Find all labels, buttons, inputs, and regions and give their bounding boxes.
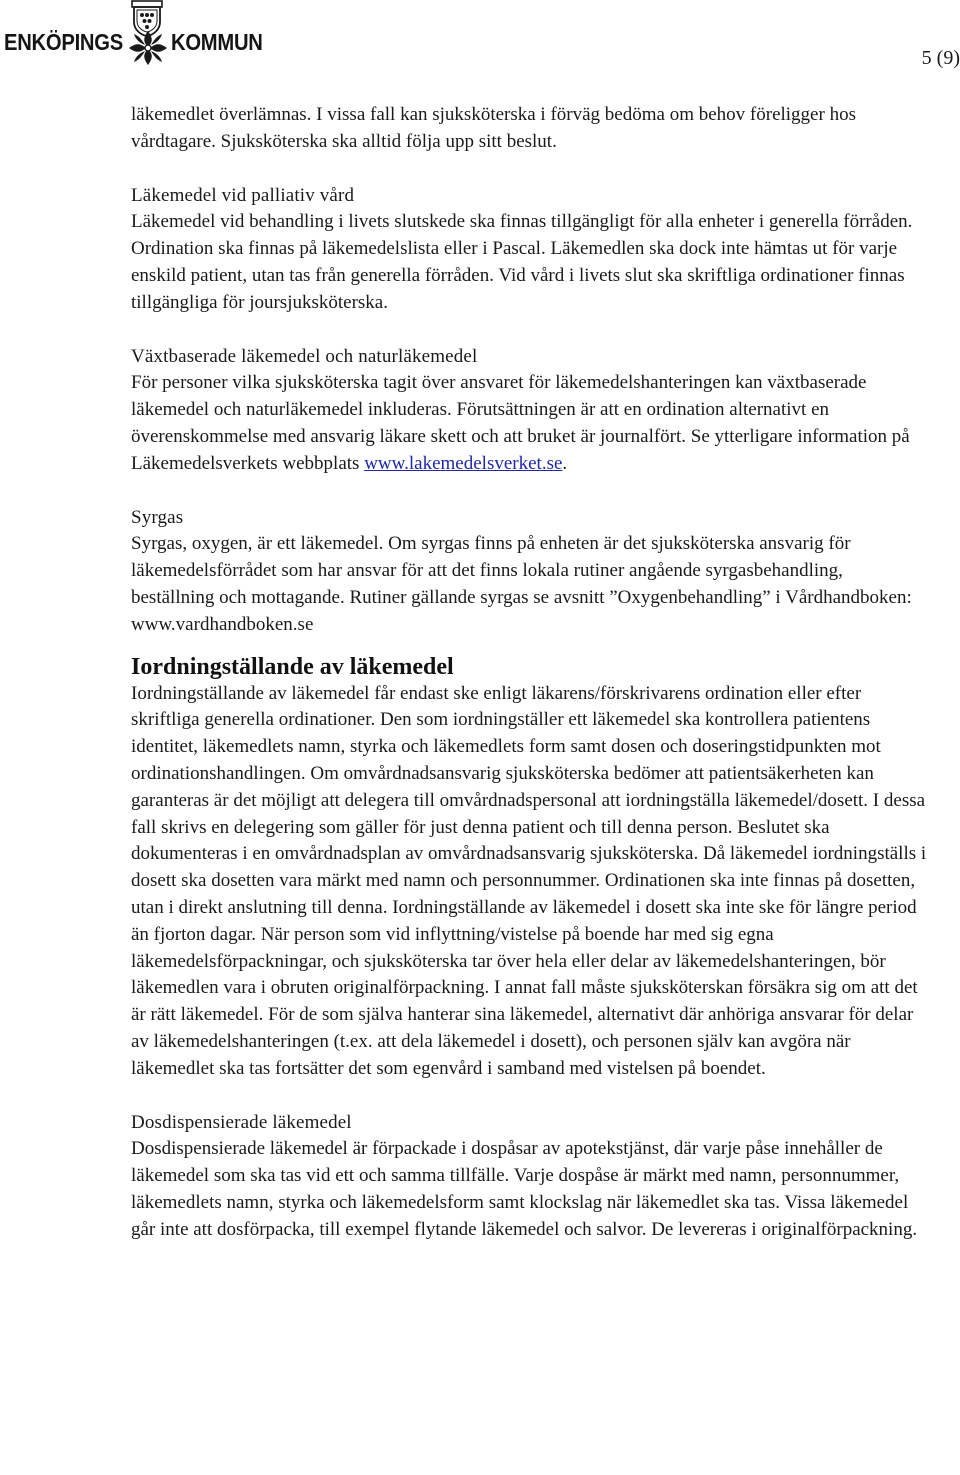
iordning-paragraph: Iordningställande av läkemedel får endast ske enligt läkarens/förskrivarens ordination eller efter skriftliga generella ordinationer. Den som iordningställer ett läkemedel ska kontrollera patientens identitet, läkemedlets namn, styrka och läkemedlets form samt dosen och doseringstidpunkten mot ordinationshandlingen. Om omvårdnadsansvarig sjuksköterska bedömer att patientsäkerheten kan garanteras är det möjligt att delegera till omvårdnadspersonal att iordningställa läkemedel/dosett. I dessa fall skrivs en delegering som gäller för just denna patient och till denna person. Beslutet ska dokumenteras i en omvårdnadsplan av omvårdnadsansvarig sjuksköterska. Då läkemedel iordningställs i dosett ska dosetten vara märkt med namn och personnummer. Ordinationen ska inte finnas på dosetten, utan i direkt anslutning till denna. Iordningställande av läkemedel i dosett ska inte ske för längre period än fjorton dagar. När person som vid inflyttning/vistelse på boende har med sig egna läkemedelsförpackningar, och sjuksköterska tar över hela eller delar av läkemedelshanteringen, bör läkemedlen vara i obruten originalförpackning. I annat fall måste sjuksköterskan försäkra sig om att det är rätt läkemedel. För de som själva hanterar sina läkemedel, alternativt där anhöriga ansvarar för delar av läkemedelshanteringen (t.ex. att dela läkemedel i dosett), och personen själv kan avgöra när läkemedlet ska tas fortsätter det som egenvård i samband med vistelsen på boendet. (131, 682, 927, 1079)
palliativ-heading: Läkemedel vid palliativ vård (131, 184, 355, 206)
lakemedelsverket-link[interactable]: www.lakemedelsverket.se (364, 452, 563, 474)
palliativ-paragraph: Läkemedel vid behandling i livets slutskede ska finnas tillgängligt för alla enheter i generella förråden. Ordination ska finnas på läkemedelslista eller i Pascal. Läkemedlen ska dock inte hämtas ut för varje enskild patient, utan tas från generella förråden. Vid vård i livets slut ska skriftliga ordinationer finnas tillgängliga för joursjuksköterska. (131, 211, 913, 313)
enkopings-kommun-logo (4, 0, 279, 72)
syrgas-heading: Syrgas (131, 506, 184, 528)
document-body (131, 102, 931, 1243)
page-number: 5 (9) (921, 47, 960, 69)
intro-paragraph: läkemedlet överlämnas. I vissa fall kan sjuksköterska i förväg bedöma om behov föreligger hos vårdtagare. Sjuksköterska ska alltid följa upp sitt beslut. (131, 104, 856, 152)
vaxtbaserade-heading: Växtbaserade läkemedel och naturläkemedel (131, 345, 478, 367)
logo-text-right: KOMMUN (171, 29, 263, 55)
dosdisp-heading: Dosdispensierade läkemedel (131, 1111, 352, 1133)
emblem-icon (126, 28, 170, 68)
syrgas-paragraph: Syrgas, oxygen, är ett läkemedel. Om syrgas finns på enheten är det sjuksköterska ansvarig för läkemedelsförrådet som har ansvar för att det finns lokala rutiner angående syrgasbehandling, beställning och mottagande. Rutiner gällande syrgas se avsnitt ”Oxygenbehandling” i Vårdhandboken: www.vardhandboken.se (131, 533, 912, 635)
vaxtbaserade-after-link: . (562, 452, 568, 474)
vaxtbaserade-paragraph (131, 370, 931, 477)
vaxtbaserade-text: För personer vilka sjuksköterska tagit över ansvaret för läkemedelshanteringen kan växtbaserade läkemedel och naturläkemedel inkluderas. Förutsättningen är att en ordination alternativt en överenskommelse med ansvarig läkare skett och att bruket är journalfört. Se ytterligare information på Läkemedelsverkets webbplats (131, 372, 910, 474)
page-header (0, 0, 960, 90)
iordning-heading: Iordningställande av läkemedel (131, 653, 454, 680)
logo-text-left: ENKÖPINGS (4, 29, 123, 55)
dosdisp-paragraph: Dosdispensierade läkemedel är förpackade i dospåsar av apotekstjänst, där varje påse innehåller de läkemedel som ska tas vid ett och samma tillfälle. Varje dospåse är märkt med namn, personnummer, läkemedlets namn, styrka och läkemedelsform samt klockslag när läkemedlet ska tas. Vissa läkemedel går inte att dosförpacka, till exempel flytande läkemedel och salvor. De levereras i originalförpackning. (131, 1138, 918, 1240)
